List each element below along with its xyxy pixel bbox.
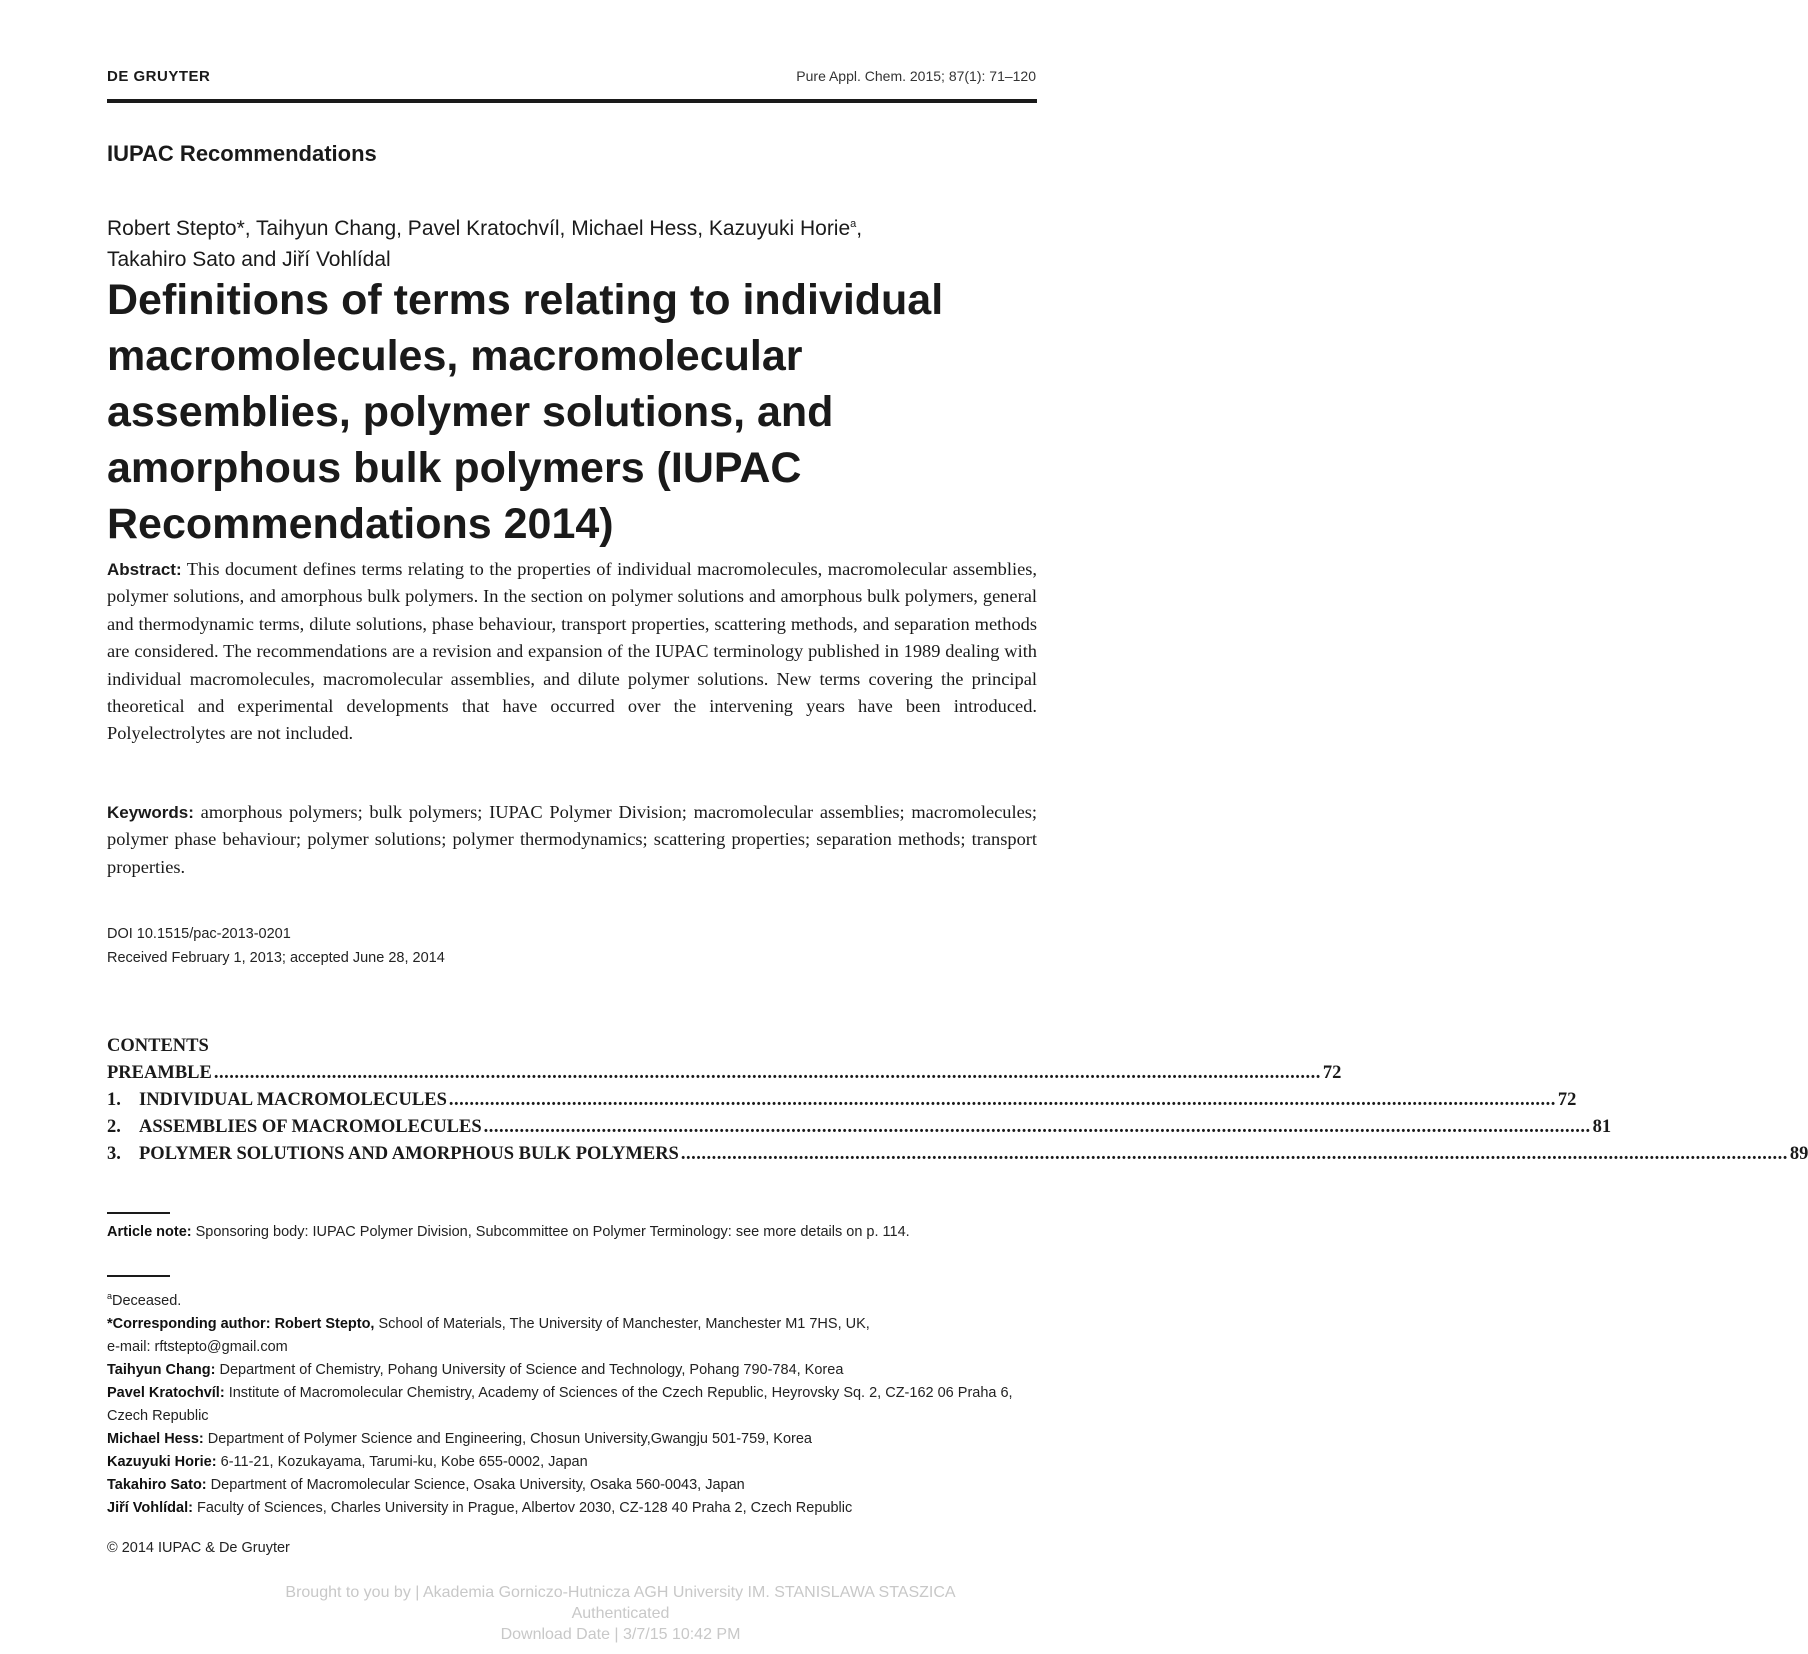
doi-block bbox=[107, 922, 445, 970]
author-list bbox=[107, 209, 1037, 275]
authors-line-2: Takahiro Sato and Jiří Vohlídal bbox=[107, 248, 391, 271]
affiliation-name: Jiří Vohlídal: bbox=[107, 1499, 193, 1516]
toc-entry-label: ASSEMBLIES OF MACROMOLECULES bbox=[139, 1117, 482, 1137]
toc-entry-number: 2. bbox=[107, 1117, 121, 1137]
abstract-label: Abstract: bbox=[107, 560, 182, 579]
corresponding-author bbox=[107, 1313, 1037, 1336]
keywords bbox=[107, 799, 1037, 881]
toc-entry[interactable] bbox=[107, 1060, 1342, 1087]
deceased-note-marker: a bbox=[107, 1291, 113, 1301]
toc-leader-dots: ........................................................................................................................................................................................................................ bbox=[483, 1117, 1591, 1137]
keywords-text: amorphous polymers; bulk polymers; IUPAC Polymer Division; macromolecular assemblies; macromolecules; polymer phase behaviour; polymer solutions; polymer thermodynamics; scattering properties; separation methods; transport properties. bbox=[107, 802, 1037, 877]
copyright-notice: © 2014 IUPAC & De Gruyter bbox=[107, 1540, 290, 1556]
affiliation-text: 6-11-21, Kozukayama, Tarumi-ku, Kobe 655-0002, Japan bbox=[220, 1453, 588, 1470]
authors-line-1-end: , bbox=[856, 217, 863, 240]
affiliation-item bbox=[107, 1428, 1037, 1451]
doi-link[interactable]: DOI 10.1515/pac-2013-0201 bbox=[107, 926, 291, 942]
affiliation-name: Pavel Kratochvíl: bbox=[107, 1384, 225, 1401]
toc-entry-page: 72 bbox=[1322, 1063, 1342, 1083]
journal-citation: Pure Appl. Chem. 2015; 87(1): 71–120 bbox=[796, 68, 1036, 84]
affiliation-item bbox=[107, 1451, 1037, 1474]
publisher-name: DE GRUYTER bbox=[107, 68, 211, 85]
corresponding-email[interactable]: e-mail: rftstepto@gmail.com bbox=[107, 1338, 288, 1355]
toc-leader-dots: ........................................................................................................................................................................................................................ bbox=[680, 1144, 1788, 1164]
deceased-marker: a bbox=[850, 218, 857, 230]
toc-entry[interactable] bbox=[107, 1141, 1808, 1168]
affiliation-text: Faculty of Sciences, Charles University in Prague, Albertov 2030, CZ-128 40 Praha 2, Czech Republic bbox=[196, 1499, 853, 1516]
affiliation-name: Michael Hess: bbox=[107, 1430, 204, 1447]
toc-entry-number: 3. bbox=[107, 1144, 121, 1164]
contents-heading: CONTENTS bbox=[107, 1036, 209, 1056]
affiliation-name: Takahiro Sato: bbox=[107, 1476, 207, 1493]
deceased-note bbox=[107, 1285, 1037, 1313]
watermark-line: Authenticated bbox=[571, 1605, 670, 1622]
series-label: IUPAC Recommendations bbox=[107, 141, 377, 166]
download-watermark bbox=[0, 1582, 1241, 1645]
footnote-rule bbox=[107, 1275, 170, 1277]
toc-entry-label: PREAMBLE bbox=[107, 1063, 212, 1083]
keywords-label: Keywords: bbox=[107, 803, 194, 822]
deceased-note-text: Deceased. bbox=[112, 1292, 182, 1309]
abstract-text: This document defines terms relating to the properties of individual macromolecules, macromolecular assemblies, polymer solutions, and amorphous bulk polymers. In the section on polymer solutions and amorphous bulk polymers, general and thermodynamic terms, dilute solutions, phase behaviour, transport properties, scattering methods, and separation methods are considered. The recommendations are a revision and expansion of the IUPAC terminology published in 1989 dealing with individual macromolecules, macromolecular assemblies, and dilute polymer solutions. New terms covering the principal theoretical and experimental developments that have occurred over the intervening years have been introduced. Polyelectrolytes are not included. bbox=[107, 559, 1037, 744]
affiliations bbox=[107, 1285, 1037, 1520]
footnote-rule bbox=[107, 1212, 170, 1214]
toc-entry-label: INDIVIDUAL MACROMOLECULES bbox=[139, 1090, 447, 1110]
authors-line-1: Robert Stepto*, Taihyun Chang, Pavel Kratochvíl, Michael Hess, Kazuyuki Horie bbox=[107, 217, 851, 240]
toc-entry-label: POLYMER SOLUTIONS AND AMORPHOUS BULK POLYMERS bbox=[139, 1144, 679, 1164]
toc-leader-dots: ........................................................................................................................................................................................................................ bbox=[448, 1090, 1556, 1110]
affiliation-text: Department of Polymer Science and Engineering, Chosun University,Gwangju 501-759, Korea bbox=[207, 1430, 812, 1447]
article-note-label: Article note: bbox=[107, 1224, 192, 1240]
affiliation-item bbox=[107, 1359, 1037, 1382]
toc-entry[interactable] bbox=[107, 1087, 1577, 1114]
affiliation-text: Institute of Macromolecular Chemistry, Academy of Sciences of the Czech Republic, Heyrovsky Sq. 2, CZ-162 06 Praha 6, Czech Republic bbox=[107, 1384, 1013, 1424]
corresponding-label: *Corresponding author: bbox=[107, 1315, 271, 1332]
paper-title: Definitions of terms relating to individual macromolecules, macromolecular assemblies, polymer solutions, and amorphous bulk polymers (IUPAC Recommendations 2014) bbox=[107, 276, 944, 548]
corresponding-address: School of Materials, The University of Manchester, Manchester M1 7HS, UK, bbox=[378, 1315, 870, 1332]
received-dates: Received February 1, 2013; accepted June 28, 2014 bbox=[107, 950, 445, 966]
abstract bbox=[107, 556, 1037, 748]
toc-entry-page: 72 bbox=[1557, 1090, 1577, 1110]
watermark-line: Brought to you by | Akademia Gorniczo-Hutnicza AGH University IM. STANISLAWA STASZICA bbox=[285, 1584, 956, 1601]
table-of-contents bbox=[107, 1033, 1808, 1168]
affiliation-name: Kazuyuki Horie: bbox=[107, 1453, 217, 1470]
affiliation-name: Taihyun Chang: bbox=[107, 1361, 216, 1378]
toc-entry-page: 81 bbox=[1592, 1117, 1612, 1137]
toc-entry[interactable] bbox=[107, 1114, 1612, 1141]
article-note bbox=[107, 1224, 910, 1240]
toc-entry-number: 1. bbox=[107, 1090, 121, 1110]
affiliation-item bbox=[107, 1474, 1037, 1497]
toc-entry-page: 89 bbox=[1789, 1144, 1808, 1164]
affiliation-item bbox=[107, 1382, 1037, 1428]
corresponding-name: Robert Stepto, bbox=[274, 1315, 375, 1332]
affiliation-text: Department of Macromolecular Science, Osaka University, Osaka 560-0043, Japan bbox=[210, 1476, 745, 1493]
header-rule bbox=[107, 99, 1037, 103]
affiliation-item bbox=[107, 1497, 1037, 1520]
article-note-text: Sponsoring body: IUPAC Polymer Division, Subcommittee on Polymer Terminology: see more details on p. 114. bbox=[195, 1224, 910, 1240]
toc-leader-dots: ........................................................................................................................................................................................................................ bbox=[213, 1063, 1321, 1083]
watermark-line: Download Date | 3/7/15 10:42 PM bbox=[500, 1626, 741, 1643]
affiliation-text: Department of Chemistry, Pohang University of Science and Technology, Pohang 790-784, Korea bbox=[219, 1361, 844, 1378]
